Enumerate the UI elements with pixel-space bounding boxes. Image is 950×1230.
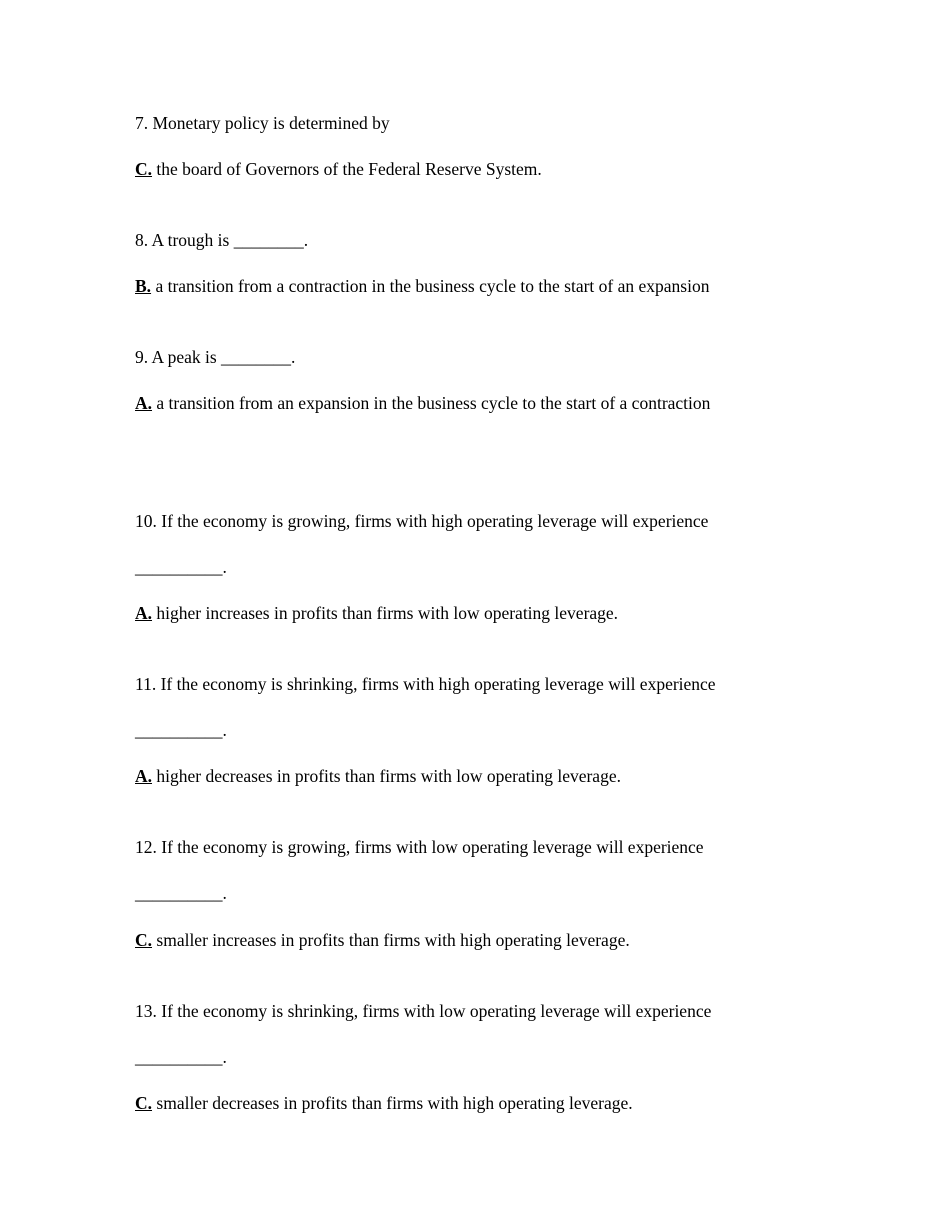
answer-7-text: the board of Governors of the Federal Reserve System. [152, 159, 542, 179]
answer-10 [135, 602, 618, 624]
question-12-blank: __________. [135, 883, 227, 903]
answer-10-letter: A. [135, 603, 153, 623]
answer-11-letter: A. [135, 766, 153, 786]
answer-12-text: smaller increases in profits than firms with high operating leverage. [152, 930, 630, 950]
question-11: 11. If the economy is shrinking, firms with high operating leverage will experience [135, 674, 716, 694]
question-13-blank: __________. [135, 1047, 227, 1067]
answer-7 [135, 158, 542, 180]
question-10-blank: __________. [135, 557, 227, 577]
answer-13 [135, 1092, 633, 1114]
answer-12 [135, 929, 630, 951]
answer-11-text: higher decreases in profits than firms with low operating leverage. [152, 766, 621, 786]
question-9: 9. A peak is ________. [135, 347, 296, 367]
answer-9 [135, 392, 710, 414]
answer-10-text: higher increases in profits than firms with low operating leverage. [152, 603, 619, 623]
question-13: 13. If the economy is shrinking, firms with low operating leverage will experience [135, 1001, 712, 1021]
answer-8-letter: B. [135, 276, 152, 296]
answer-13-text: smaller decreases in profits than firms with high operating leverage. [152, 1093, 633, 1113]
answer-9-letter: A. [135, 393, 153, 413]
question-11-blank: __________. [135, 720, 227, 740]
answer-12-letter: C. [135, 930, 153, 950]
answer-8 [135, 275, 709, 297]
answer-7-letter: C. [135, 159, 153, 179]
answer-13-letter: C. [135, 1093, 153, 1113]
question-10: 10. If the economy is growing, firms with high operating leverage will experience [135, 511, 709, 531]
answer-9-text: a transition from an expansion in the business cycle to the start of a contraction [152, 393, 711, 413]
question-7: 7. Monetary policy is determined by [135, 113, 390, 133]
question-12: 12. If the economy is growing, firms with low operating leverage will experience [135, 837, 704, 857]
answer-11 [135, 765, 621, 787]
answer-8-text: a transition from a contraction in the business cycle to the start of an expansion [151, 276, 710, 296]
question-8: 8. A trough is ________. [135, 230, 309, 250]
